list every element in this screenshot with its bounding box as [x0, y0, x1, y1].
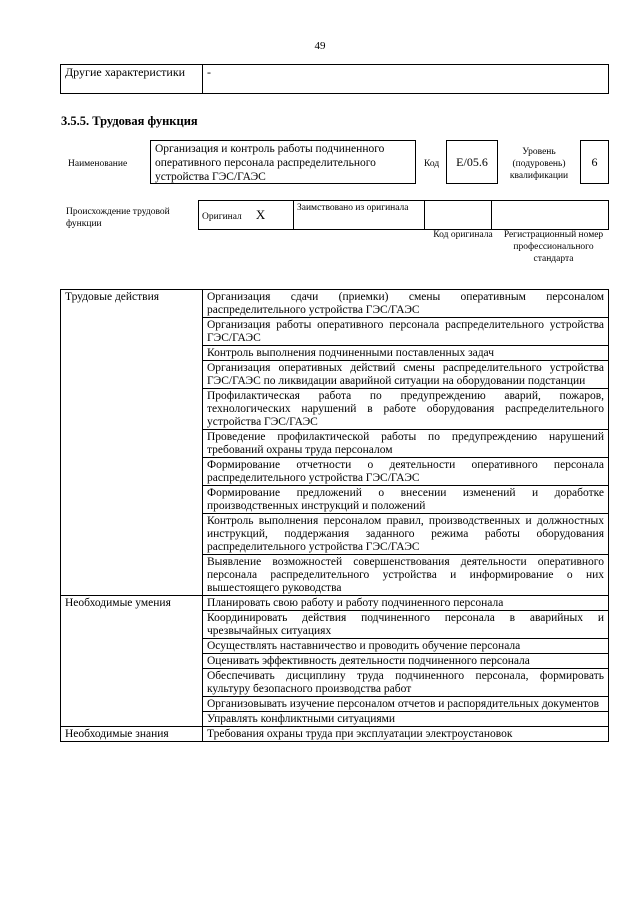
knowledge-group-label: Необходимые знания [61, 727, 203, 742]
name-label: Наименование [68, 159, 128, 169]
qualification-level: 6 [580, 140, 609, 184]
labor-action-item: Организация сдачи (приемки) смены оперативным персоналом распределительного устройства ГЭС/ГАЭС [203, 290, 609, 318]
skill-item: Осуществлять наставничество и проводить обучение персонала [203, 639, 609, 654]
original-cell [199, 201, 294, 230]
registration-number-caption: Регистрационный номер профессионального стандарта [503, 230, 604, 264]
labor-action-item: Контроль выполнения подчиненными поставленных задач [203, 346, 609, 361]
labor-action-item: Формирование отчетности о деятельности оперативного персонала распределительного устройства ГЭС/ГАЭС [203, 458, 609, 486]
origin-table [198, 200, 609, 230]
labor-action-item: Профилактическая работа по предупреждению аварий, пожаров, технологических нарушений в работе оборудования распределительного устройства ГЭС/ГАЭС [203, 389, 609, 430]
labor-action-item: Контроль выполнения персоналом правил, производственных и должностных инструкций, поддержания заданного режима работы оборудования распределительного устройства ГЭС/ГАЭС [203, 514, 609, 555]
section-title: 3.5.5. Трудовая функция [61, 114, 198, 128]
original-code-caption: Код оригинала [433, 230, 493, 240]
function-code: E/05.6 [446, 140, 498, 184]
function-name: Организация и контроль работы подчиненного оперативного персонала распределительного устройства ГЭС/ГАЭС [150, 140, 416, 184]
original-mark: X [255, 207, 266, 222]
skill-item: Планировать свою работу и работу подчиненного персонала [203, 596, 609, 611]
table-row [61, 290, 609, 318]
skill-item: Обеспечивать дисциплину труда подчиненного персонала, формировать культуру безопасного производства работ [203, 669, 609, 697]
labor-action-item: Организация работы оперативного персонала распределительного устройства ГЭС/ГАЭС [203, 318, 609, 346]
level-label: Уровень (подуровень) квалификации [509, 147, 569, 181]
skill-group-label: Необходимые умения [61, 596, 203, 727]
original-label: Оригинал [202, 212, 242, 222]
page-number: 49 [314, 40, 326, 52]
other-characteristics-label: Другие характеристики [61, 65, 203, 94]
knowledge-item: Требования охраны труда при эксплуатации электроустановок [203, 727, 609, 742]
registration-number-cell [492, 201, 609, 230]
other-characteristics-value: - [203, 65, 609, 94]
labor-action-item: Формирование предложений о внесении изменений и доработке производственных инструкций и положений [203, 486, 609, 514]
other-characteristics-table [60, 64, 609, 94]
original-code-cell [425, 201, 492, 230]
code-label: Код [424, 159, 440, 169]
skill-item: Оценивать эффективность деятельности подчиненного персонала [203, 654, 609, 669]
origin-label: Происхождение трудовой функции [66, 207, 170, 229]
borrowed-label: Заимствовано из оригинала [294, 201, 425, 230]
table-row [61, 727, 609, 742]
labor-action-item: Выявление возможностей совершенствования деятельности оперативного персонала распределительного устройства и информирование о них вышестоящего руководства [203, 555, 609, 596]
skill-item: Организовывать изучение персоналом отчетов и распорядительных документов [203, 697, 609, 712]
table-row [61, 596, 609, 611]
labor-action-item: Проведение профилактической работы по предупреждению нарушений требований охраны труда персоналом [203, 430, 609, 458]
labor-action-item: Организация оперативных действий смены распределительного устройства ГЭС/ГАЭС по ликвидации аварийной ситуации на оборудовании подстанции [203, 361, 609, 389]
skill-item: Управлять конфликтными ситуациями [203, 712, 609, 727]
function-details-table [60, 289, 609, 742]
skill-item: Координировать действия подчиненного персонала в аварийных и чрезвычайных ситуациях [203, 611, 609, 639]
labor-action-group-label: Трудовые действия [61, 290, 203, 596]
